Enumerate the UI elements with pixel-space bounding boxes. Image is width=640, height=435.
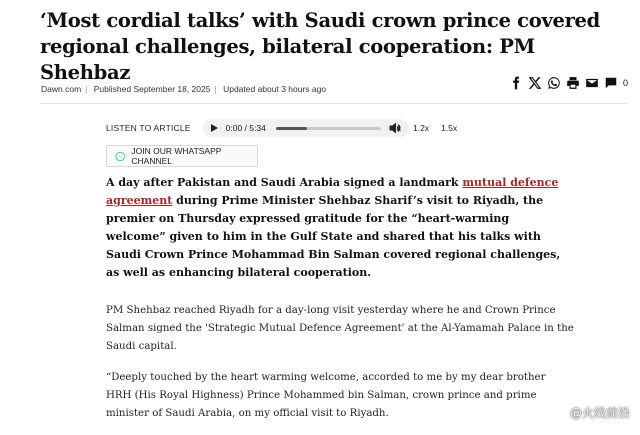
source-label[interactable]: Dawn.com (41, 84, 82, 94)
play-icon[interactable] (211, 124, 218, 132)
whatsapp-icon (115, 151, 125, 162)
comment-count[interactable]: 0 (622, 78, 628, 88)
comment-icon[interactable] (604, 76, 618, 90)
article-headline: ‘Most cordial talks’ with Saudi crown prince covered regional challenges, bilateral cooperation: PM Shehbaz (40, 9, 600, 84)
lead-text-start: A day after Pakistan and Saudi Arabia signed a landmark (106, 176, 463, 189)
playback-speeds (392, 123, 457, 133)
audio-progress-track[interactable] (276, 127, 381, 130)
email-icon[interactable] (585, 76, 599, 90)
audio-controls (203, 119, 409, 137)
x-icon[interactable] (528, 76, 542, 90)
article-paragraph-2: “Deeply touched by the heart warming welcome, accorded to me by my dear brother HRH (His Royal Highness) Prince Mohammed bin Salman, crown prince and prime minister of Saudi Arabia, on my official visit to Riyadh. (106, 372, 546, 419)
share-bar (509, 76, 628, 90)
whatsapp-icon[interactable] (547, 76, 561, 90)
watermark (570, 404, 630, 421)
mutual-defence-agreement-link[interactable]: mutual defence agreement (106, 176, 559, 207)
audio-time: 0:00 / 5:34 (225, 123, 266, 133)
listen-label: LISTEN TO ARTICLE (106, 123, 191, 133)
facebook-icon[interactable] (509, 76, 523, 90)
published-date: Published September 18, 2025 (93, 84, 211, 94)
speed-option[interactable]: 1.2x (412, 123, 430, 133)
meta-separator: | (85, 84, 88, 94)
audio-progress-fill (276, 127, 307, 130)
article-paragraph-1: PM Shehbaz reached Riyadh for a day-long visit yesterday where he and Crown Prince Salman signed the 'Strategic Mutual Defence Agreement' at the Al-Yamamah Palace in the Saudi capital. (106, 305, 574, 352)
speed-option[interactable]: 1x (392, 123, 401, 133)
whatsapp-channel-label: JOIN OUR WHATSAPP CHANNEL (131, 146, 222, 166)
updated-time: Updated about 3 hours ago (223, 84, 327, 94)
article-meta (41, 84, 326, 94)
print-icon[interactable] (566, 76, 580, 90)
article-lead (106, 174, 566, 282)
lead-text-end: during Prime Minister Shehbaz Sharif’s visit to Riyadh, the premier on Thursday expressed gratitude for the “heart-warming welcome” given to him in the Gulf State and shared that his talks with Saudi Crown Prince Mohammad Bin Salman covered regional challenges, as well as enhancing bilateral cooperation. (106, 194, 561, 279)
meta-separator: | (214, 84, 217, 94)
whatsapp-channel-button[interactable] (106, 145, 258, 167)
speed-option[interactable]: 1.5x (441, 123, 458, 133)
header-divider (40, 103, 628, 104)
watermark-text: @火线前沿 (569, 406, 630, 420)
